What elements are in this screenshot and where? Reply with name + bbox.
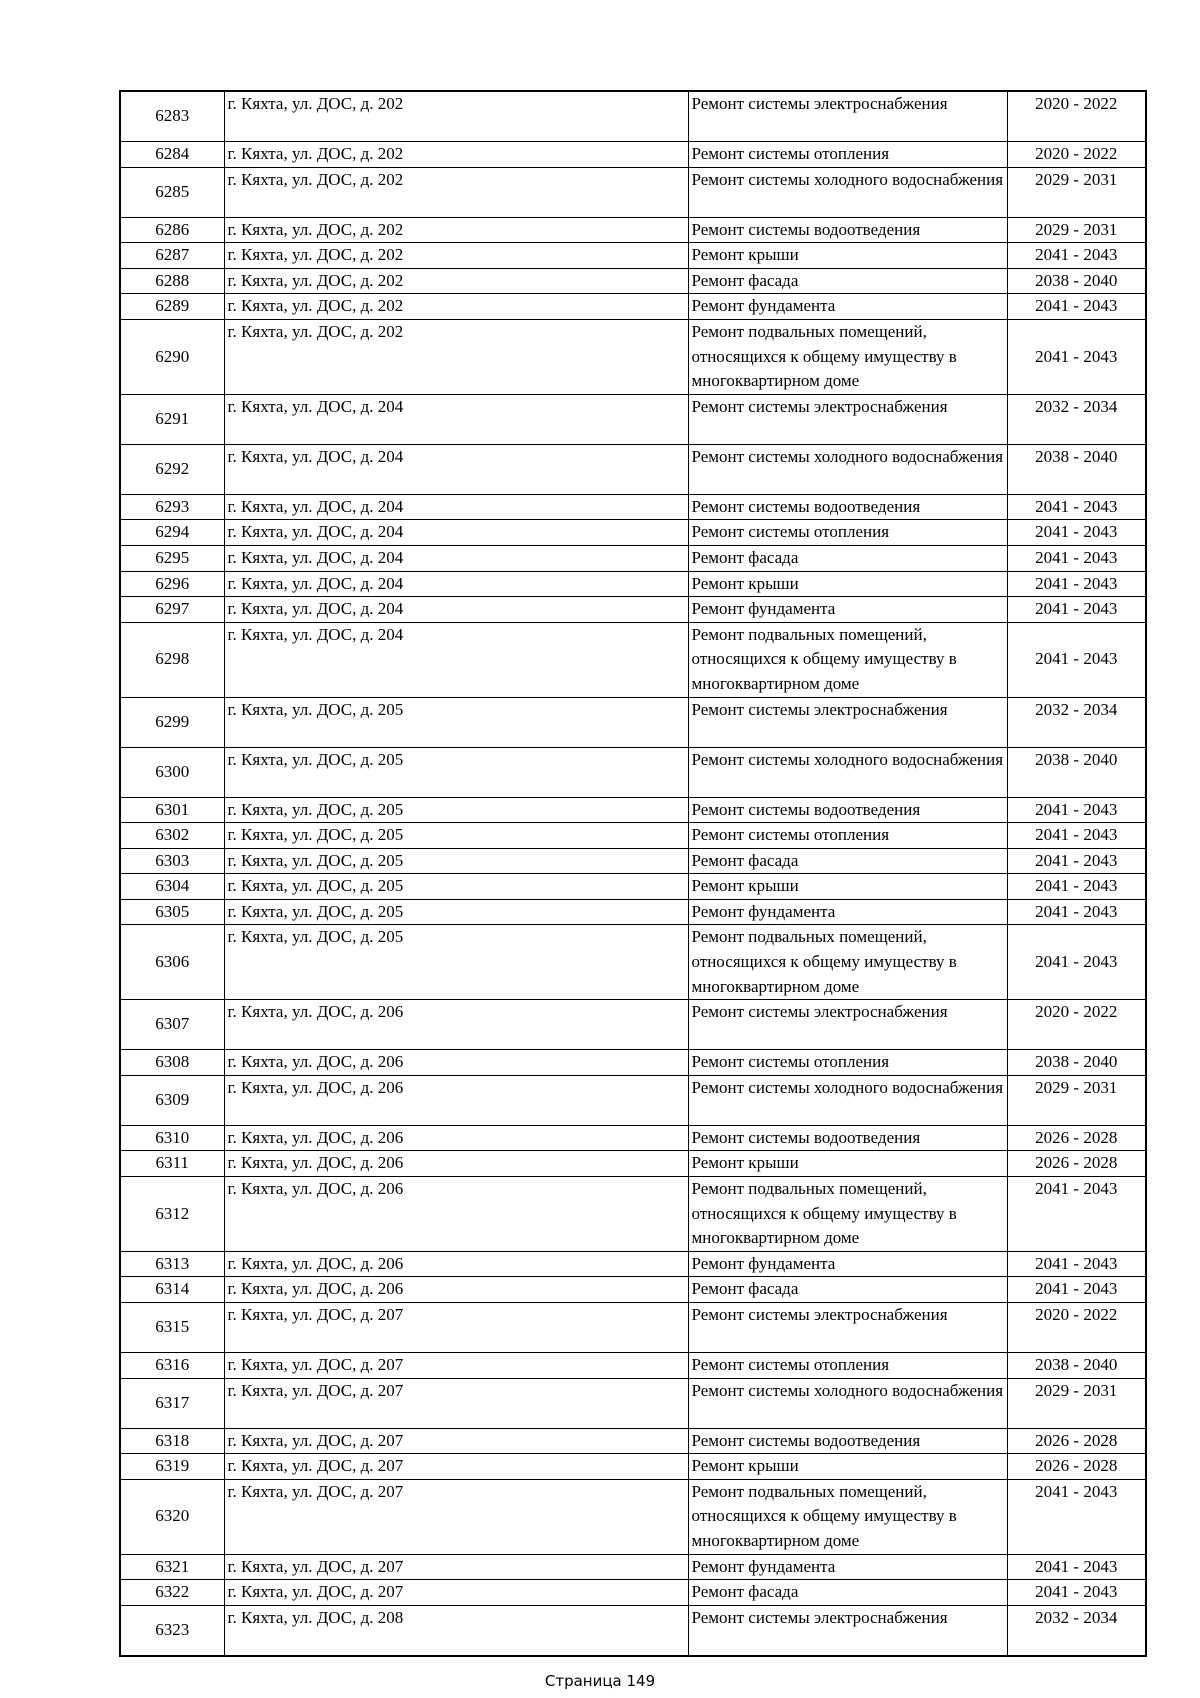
address-cell: г. Кяхта, ул. ДОС, д. 202	[224, 243, 688, 269]
address-cell: г. Кяхта, ул. ДОС, д. 206	[224, 1000, 688, 1050]
work-type-cell: Ремонт системы электроснабжения	[688, 394, 1007, 444]
address-cell: г. Кяхта, ул. ДОС, д. 206	[224, 1177, 688, 1252]
row-number-cell: 6298	[120, 622, 224, 697]
row-number-cell: 6316	[120, 1353, 224, 1379]
years-cell: 2041 - 2043	[1007, 545, 1146, 571]
address-cell: г. Кяхта, ул. ДОС, д. 207	[224, 1303, 688, 1353]
years-cell: 2029 - 2031	[1007, 217, 1146, 243]
row-number-cell: 6287	[120, 243, 224, 269]
address-cell: г. Кяхта, ул. ДОС, д. 205	[224, 899, 688, 925]
years-cell: 2041 - 2043	[1007, 1277, 1146, 1303]
table-row	[120, 1554, 1146, 1580]
address-cell: г. Кяхта, ул. ДОС, д. 206	[224, 1075, 688, 1125]
table-row	[120, 747, 1146, 797]
years-cell: 2038 - 2040	[1007, 444, 1146, 494]
row-number-cell: 6286	[120, 217, 224, 243]
address-cell: г. Кяхта, ул. ДОС, д. 206	[224, 1125, 688, 1151]
address-cell: г. Кяхта, ул. ДОС, д. 205	[224, 697, 688, 747]
row-number-cell: 6306	[120, 925, 224, 1000]
address-cell: г. Кяхта, ул. ДОС, д. 207	[224, 1479, 688, 1554]
address-cell: г. Кяхта, ул. ДОС, д. 202	[224, 294, 688, 320]
row-number-cell: 6317	[120, 1378, 224, 1428]
years-cell: 2041 - 2043	[1007, 319, 1146, 394]
table-row	[120, 494, 1146, 520]
row-number-cell: 6288	[120, 268, 224, 294]
table-row	[120, 797, 1146, 823]
address-cell: г. Кяхта, ул. ДОС, д. 202	[224, 167, 688, 217]
years-cell: 2041 - 2043	[1007, 520, 1146, 546]
work-type-cell: Ремонт фасада	[688, 545, 1007, 571]
work-type-cell: Ремонт фундамента	[688, 899, 1007, 925]
work-type-cell: Ремонт системы электроснабжения	[688, 91, 1007, 142]
table-row	[120, 1605, 1146, 1656]
address-cell: г. Кяхта, ул. ДОС, д. 202	[224, 142, 688, 168]
table-row	[120, 91, 1146, 142]
work-type-cell: Ремонт системы электроснабжения	[688, 1303, 1007, 1353]
row-number-cell: 6299	[120, 697, 224, 747]
row-number-cell: 6290	[120, 319, 224, 394]
years-cell: 2041 - 2043	[1007, 494, 1146, 520]
years-cell: 2041 - 2043	[1007, 1580, 1146, 1606]
address-cell: г. Кяхта, ул. ДОС, д. 205	[224, 925, 688, 1000]
row-number-cell: 6297	[120, 597, 224, 623]
work-type-cell: Ремонт крыши	[688, 571, 1007, 597]
table-row	[120, 697, 1146, 747]
table-row	[120, 1479, 1146, 1554]
row-number-cell: 6323	[120, 1605, 224, 1656]
table-row	[120, 167, 1146, 217]
years-cell: 2020 - 2022	[1007, 1000, 1146, 1050]
work-type-cell: Ремонт системы водоотведения	[688, 1125, 1007, 1151]
address-cell: г. Кяхта, ул. ДОС, д. 207	[224, 1554, 688, 1580]
address-cell: г. Кяхта, ул. ДОС, д. 204	[224, 597, 688, 623]
years-cell: 2032 - 2034	[1007, 1605, 1146, 1656]
address-cell: г. Кяхта, ул. ДОС, д. 206	[224, 1151, 688, 1177]
address-cell: г. Кяхта, ул. ДОС, д. 205	[224, 823, 688, 849]
table-row	[120, 444, 1146, 494]
work-type-cell: Ремонт крыши	[688, 1454, 1007, 1480]
table-row	[120, 1125, 1146, 1151]
table-row	[120, 925, 1146, 1000]
years-cell: 2041 - 2043	[1007, 1554, 1146, 1580]
table-row	[120, 823, 1146, 849]
address-cell: г. Кяхта, ул. ДОС, д. 204	[224, 571, 688, 597]
years-cell: 2032 - 2034	[1007, 697, 1146, 747]
address-cell: г. Кяхта, ул. ДОС, д. 207	[224, 1580, 688, 1606]
row-number-cell: 6307	[120, 1000, 224, 1050]
years-cell: 2029 - 2031	[1007, 167, 1146, 217]
table-row	[120, 520, 1146, 546]
row-number-cell: 6315	[120, 1303, 224, 1353]
work-type-cell: Ремонт подвальных помещений, относящихся к общему имуществу в многоквартирном доме	[688, 319, 1007, 394]
years-cell: 2041 - 2043	[1007, 823, 1146, 849]
table-row	[120, 899, 1146, 925]
years-cell: 2026 - 2028	[1007, 1151, 1146, 1177]
address-cell: г. Кяхта, ул. ДОС, д. 206	[224, 1277, 688, 1303]
work-type-cell: Ремонт подвальных помещений, относящихся к общему имуществу в многоквартирном доме	[688, 622, 1007, 697]
table-row	[120, 622, 1146, 697]
address-cell: г. Кяхта, ул. ДОС, д. 202	[224, 319, 688, 394]
table-row	[120, 1428, 1146, 1454]
work-type-cell: Ремонт крыши	[688, 1151, 1007, 1177]
address-cell: г. Кяхта, ул. ДОС, д. 205	[224, 797, 688, 823]
work-type-cell: Ремонт крыши	[688, 874, 1007, 900]
years-cell: 2041 - 2043	[1007, 294, 1146, 320]
table-row	[120, 1454, 1146, 1480]
work-type-cell: Ремонт крыши	[688, 243, 1007, 269]
work-type-cell: Ремонт подвальных помещений, относящихся к общему имуществу в многоквартирном доме	[688, 925, 1007, 1000]
table-row	[120, 1151, 1146, 1177]
work-type-cell: Ремонт фундамента	[688, 1251, 1007, 1277]
table-row	[120, 319, 1146, 394]
years-cell: 2038 - 2040	[1007, 268, 1146, 294]
years-cell: 2041 - 2043	[1007, 597, 1146, 623]
address-cell: г. Кяхта, ул. ДОС, д. 207	[224, 1378, 688, 1428]
address-cell: г. Кяхта, ул. ДОС, д. 205	[224, 874, 688, 900]
row-number-cell: 6293	[120, 494, 224, 520]
row-number-cell: 6301	[120, 797, 224, 823]
table-row	[120, 1050, 1146, 1076]
work-type-cell: Ремонт системы холодного водоснабжения	[688, 747, 1007, 797]
work-type-cell: Ремонт системы электроснабжения	[688, 1605, 1007, 1656]
years-cell: 2038 - 2040	[1007, 1353, 1146, 1379]
table-row	[120, 1353, 1146, 1379]
address-cell: г. Кяхта, ул. ДОС, д. 205	[224, 747, 688, 797]
table-row	[120, 1277, 1146, 1303]
row-number-cell: 6302	[120, 823, 224, 849]
address-cell: г. Кяхта, ул. ДОС, д. 204	[224, 622, 688, 697]
address-cell: г. Кяхта, ул. ДОС, д. 206	[224, 1251, 688, 1277]
address-cell: г. Кяхта, ул. ДОС, д. 207	[224, 1454, 688, 1480]
table-row	[120, 142, 1146, 168]
row-number-cell: 6320	[120, 1479, 224, 1554]
work-type-cell: Ремонт фасада	[688, 848, 1007, 874]
work-type-cell: Ремонт фасада	[688, 1277, 1007, 1303]
work-type-cell: Ремонт системы отопления	[688, 1050, 1007, 1076]
table-row	[120, 243, 1146, 269]
address-cell: г. Кяхта, ул. ДОС, д. 204	[224, 494, 688, 520]
work-type-cell: Ремонт системы водоотведения	[688, 1428, 1007, 1454]
work-type-cell: Ремонт системы водоотведения	[688, 797, 1007, 823]
address-cell: г. Кяхта, ул. ДОС, д. 202	[224, 217, 688, 243]
repair-schedule-table	[119, 90, 1147, 1657]
address-cell: г. Кяхта, ул. ДОС, д. 207	[224, 1428, 688, 1454]
row-number-cell: 6309	[120, 1075, 224, 1125]
row-number-cell: 6321	[120, 1554, 224, 1580]
table-row	[120, 1303, 1146, 1353]
years-cell: 2032 - 2034	[1007, 394, 1146, 444]
years-cell: 2038 - 2040	[1007, 1050, 1146, 1076]
years-cell: 2041 - 2043	[1007, 848, 1146, 874]
years-cell: 2041 - 2043	[1007, 622, 1146, 697]
work-type-cell: Ремонт фасада	[688, 268, 1007, 294]
row-number-cell: 6296	[120, 571, 224, 597]
row-number-cell: 6313	[120, 1251, 224, 1277]
years-cell: 2020 - 2022	[1007, 91, 1146, 142]
row-number-cell: 6319	[120, 1454, 224, 1480]
years-cell: 2020 - 2022	[1007, 1303, 1146, 1353]
years-cell: 2029 - 2031	[1007, 1378, 1146, 1428]
work-type-cell: Ремонт системы водоотведения	[688, 494, 1007, 520]
years-cell: 2041 - 2043	[1007, 243, 1146, 269]
table-row	[120, 1000, 1146, 1050]
row-number-cell: 6311	[120, 1151, 224, 1177]
address-cell: г. Кяхта, ул. ДОС, д. 205	[224, 848, 688, 874]
years-cell: 2041 - 2043	[1007, 874, 1146, 900]
row-number-cell: 6283	[120, 91, 224, 142]
years-cell: 2026 - 2028	[1007, 1428, 1146, 1454]
row-number-cell: 6314	[120, 1277, 224, 1303]
work-type-cell: Ремонт системы холодного водоснабжения	[688, 167, 1007, 217]
table-row	[120, 597, 1146, 623]
work-type-cell: Ремонт фундамента	[688, 294, 1007, 320]
row-number-cell: 6291	[120, 394, 224, 444]
years-cell: 2041 - 2043	[1007, 797, 1146, 823]
years-cell: 2041 - 2043	[1007, 1177, 1146, 1252]
address-cell: г. Кяхта, ул. ДОС, д. 204	[224, 394, 688, 444]
row-number-cell: 6289	[120, 294, 224, 320]
row-number-cell: 6303	[120, 848, 224, 874]
years-cell: 2041 - 2043	[1007, 899, 1146, 925]
table-row	[120, 1177, 1146, 1252]
address-cell: г. Кяхта, ул. ДОС, д. 204	[224, 444, 688, 494]
years-cell: 2026 - 2028	[1007, 1125, 1146, 1151]
work-type-cell: Ремонт подвальных помещений, относящихся к общему имуществу в многоквартирном доме	[688, 1479, 1007, 1554]
table-row	[120, 268, 1146, 294]
row-number-cell: 6310	[120, 1125, 224, 1151]
row-number-cell: 6304	[120, 874, 224, 900]
work-type-cell: Ремонт системы отопления	[688, 823, 1007, 849]
years-cell: 2026 - 2028	[1007, 1454, 1146, 1480]
years-cell: 2038 - 2040	[1007, 747, 1146, 797]
address-cell: г. Кяхта, ул. ДОС, д. 204	[224, 545, 688, 571]
table-row	[120, 1251, 1146, 1277]
work-type-cell: Ремонт фундамента	[688, 1554, 1007, 1580]
years-cell: 2041 - 2043	[1007, 1251, 1146, 1277]
address-cell: г. Кяхта, ул. ДОС, д. 204	[224, 520, 688, 546]
years-cell: 2041 - 2043	[1007, 571, 1146, 597]
row-number-cell: 6318	[120, 1428, 224, 1454]
row-number-cell: 6308	[120, 1050, 224, 1076]
address-cell: г. Кяхта, ул. ДОС, д. 206	[224, 1050, 688, 1076]
table-row	[120, 394, 1146, 444]
table-row	[120, 294, 1146, 320]
address-cell: г. Кяхта, ул. ДОС, д. 202	[224, 268, 688, 294]
work-type-cell: Ремонт подвальных помещений, относящихся к общему имуществу в многоквартирном доме	[688, 1177, 1007, 1252]
work-type-cell: Ремонт системы электроснабжения	[688, 1000, 1007, 1050]
address-cell: г. Кяхта, ул. ДОС, д. 208	[224, 1605, 688, 1656]
work-type-cell: Ремонт фундамента	[688, 597, 1007, 623]
table-row	[120, 217, 1146, 243]
years-cell: 2020 - 2022	[1007, 142, 1146, 168]
work-type-cell: Ремонт системы холодного водоснабжения	[688, 1075, 1007, 1125]
row-number-cell: 6312	[120, 1177, 224, 1252]
row-number-cell: 6305	[120, 899, 224, 925]
work-type-cell: Ремонт системы отопления	[688, 520, 1007, 546]
row-number-cell: 6285	[120, 167, 224, 217]
table-row	[120, 874, 1146, 900]
years-cell: 2029 - 2031	[1007, 1075, 1146, 1125]
address-cell: г. Кяхта, ул. ДОС, д. 202	[224, 91, 688, 142]
table-body	[120, 91, 1146, 1656]
work-type-cell: Ремонт системы отопления	[688, 142, 1007, 168]
work-type-cell: Ремонт системы водоотведения	[688, 217, 1007, 243]
table-row	[120, 571, 1146, 597]
row-number-cell: 6295	[120, 545, 224, 571]
work-type-cell: Ремонт фасада	[688, 1580, 1007, 1606]
page-number: Страница 149	[544, 1672, 656, 1690]
table-row	[120, 1075, 1146, 1125]
work-type-cell: Ремонт системы отопления	[688, 1353, 1007, 1379]
years-cell: 2041 - 2043	[1007, 1479, 1146, 1554]
table-row	[120, 848, 1146, 874]
table-row	[120, 545, 1146, 571]
table-row	[120, 1580, 1146, 1606]
row-number-cell: 6294	[120, 520, 224, 546]
row-number-cell: 6300	[120, 747, 224, 797]
years-cell: 2041 - 2043	[1007, 925, 1146, 1000]
row-number-cell: 6322	[120, 1580, 224, 1606]
work-type-cell: Ремонт системы холодного водоснабжения	[688, 444, 1007, 494]
work-type-cell: Ремонт системы холодного водоснабжения	[688, 1378, 1007, 1428]
row-number-cell: 6284	[120, 142, 224, 168]
row-number-cell: 6292	[120, 444, 224, 494]
work-type-cell: Ремонт системы электроснабжения	[688, 697, 1007, 747]
table-row	[120, 1378, 1146, 1428]
address-cell: г. Кяхта, ул. ДОС, д. 207	[224, 1353, 688, 1379]
